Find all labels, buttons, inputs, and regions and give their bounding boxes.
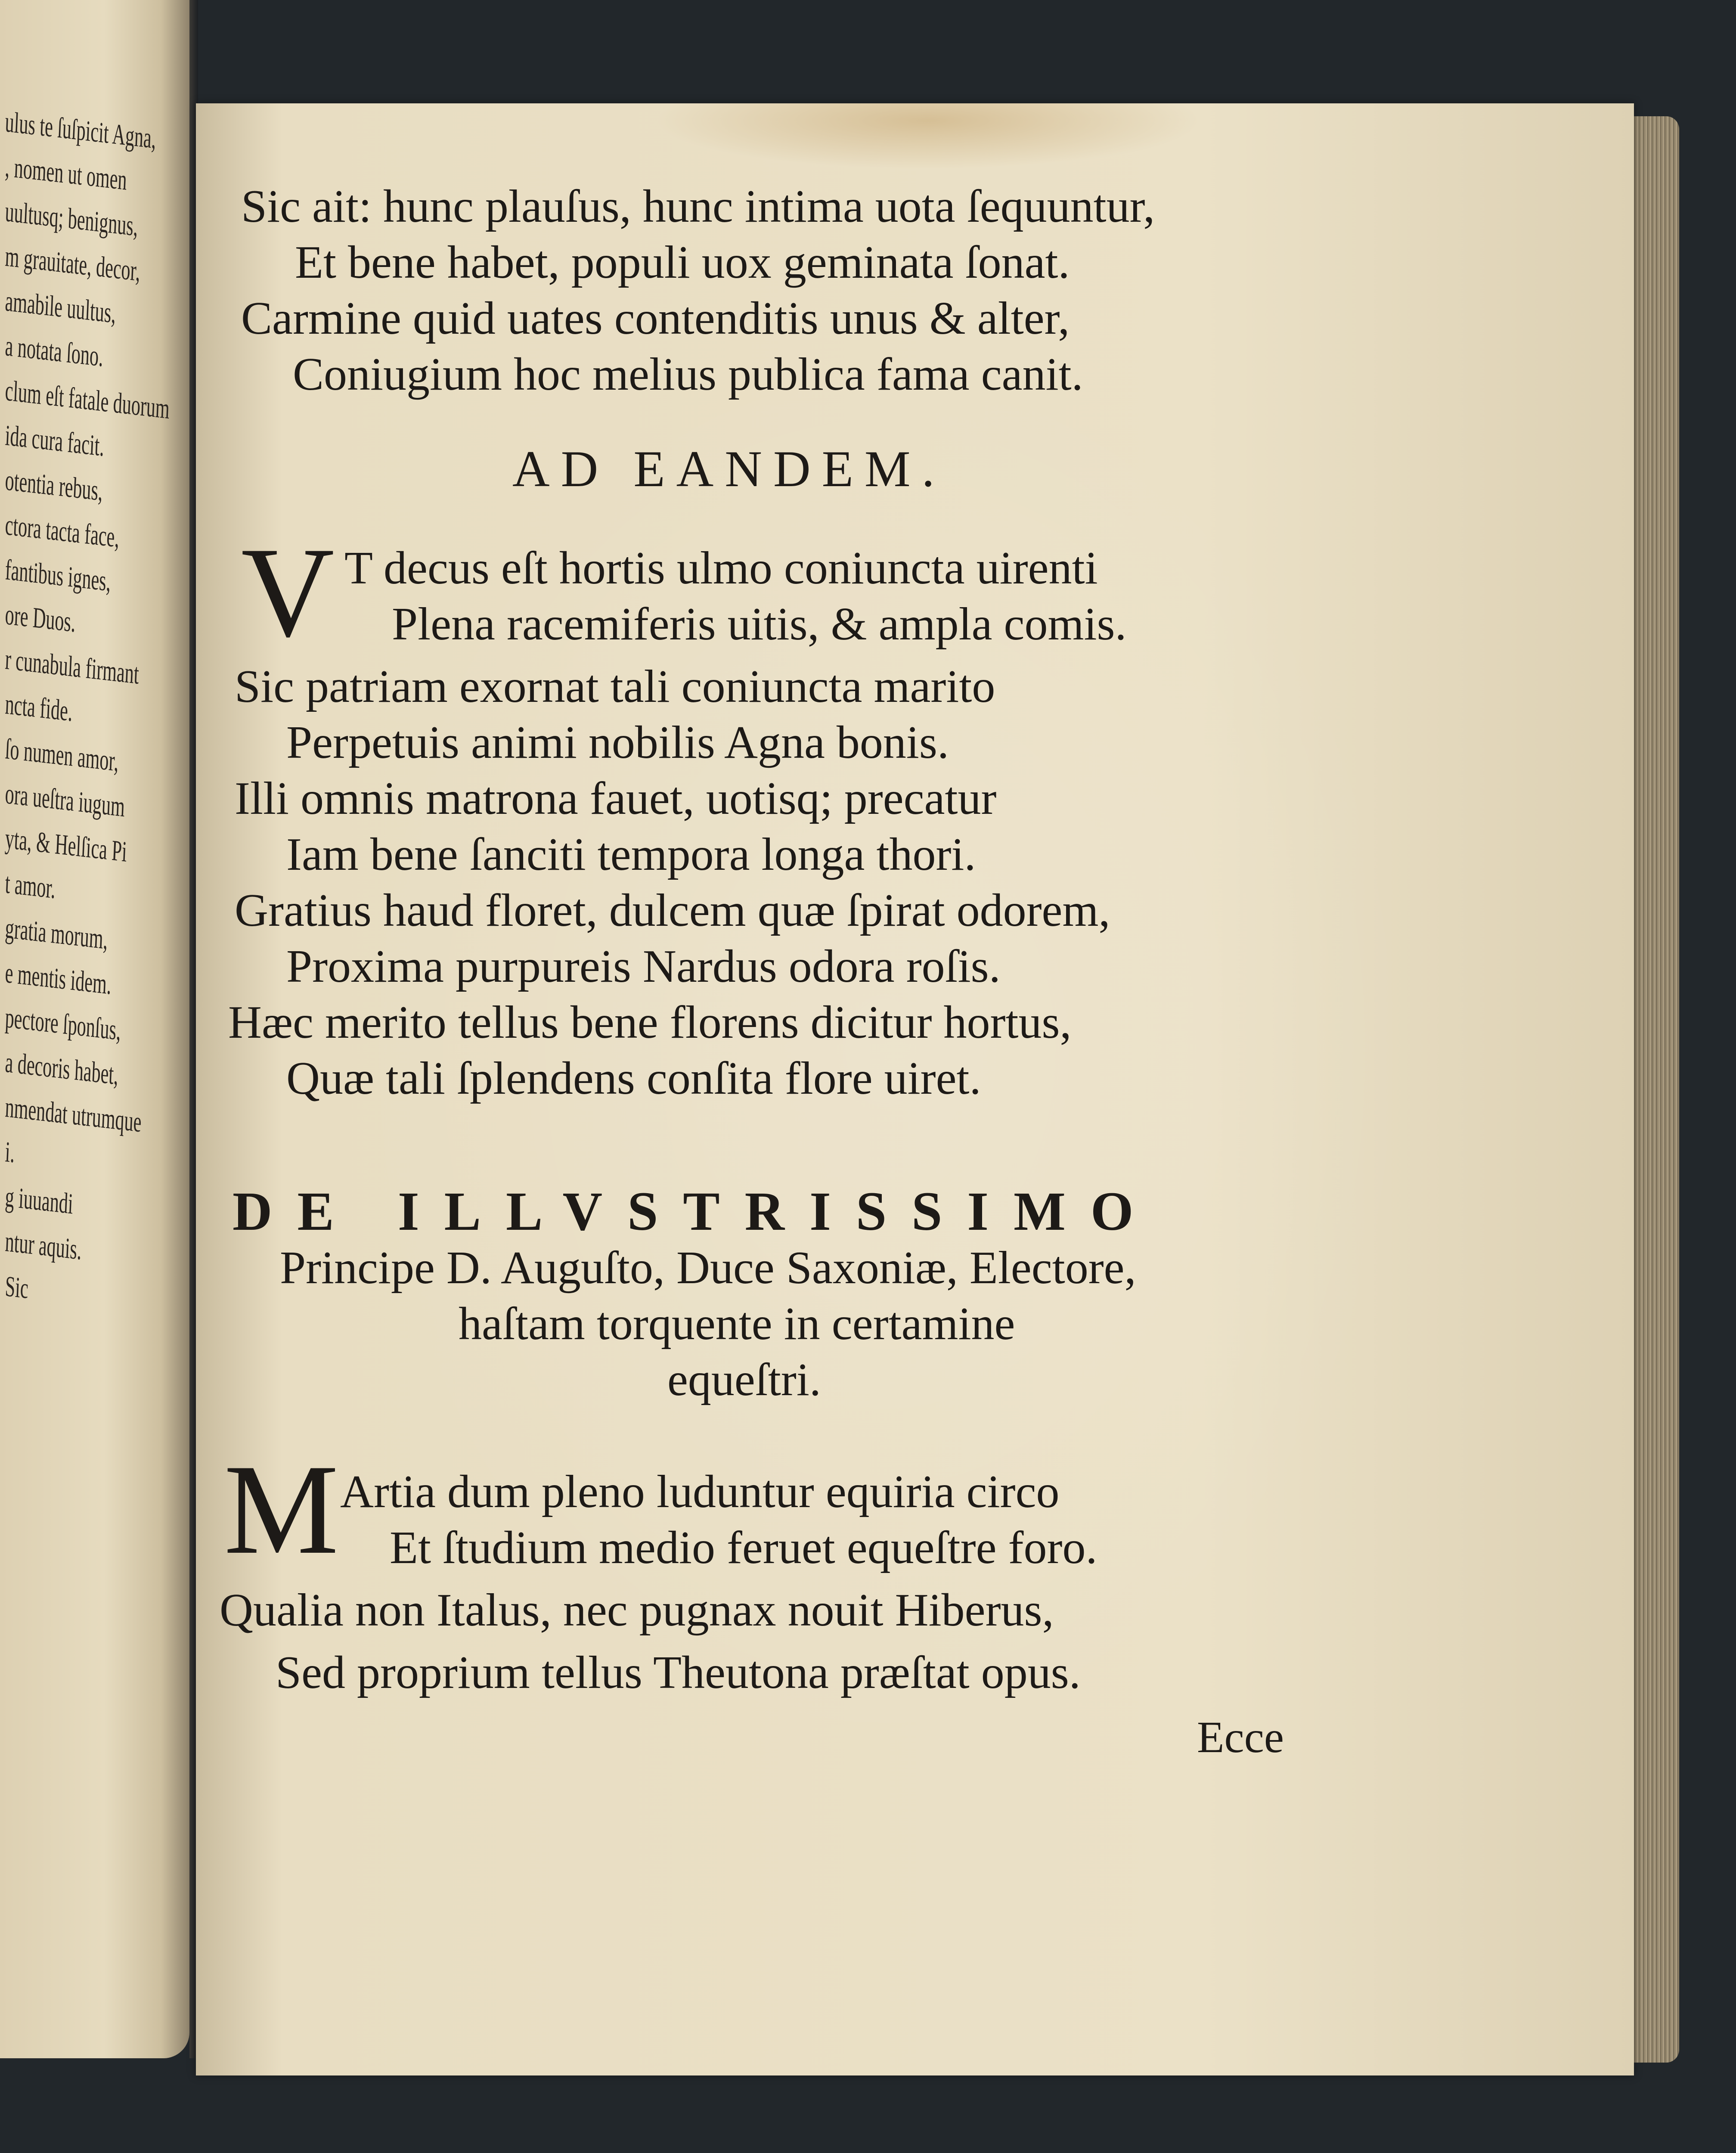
page-edges bbox=[1628, 116, 1679, 2063]
poem3-line-2: Et ſtudium medio feruet equeſtre foro. bbox=[390, 1522, 1097, 1573]
stanza1-line-4: Coniugium hoc melius publica fama canit. bbox=[293, 349, 1083, 400]
left-page-line: clum eſt fatale duorum bbox=[4, 374, 170, 425]
left-page-text bbox=[5, 99, 189, 1308]
dropcap-m: M bbox=[224, 1438, 339, 1581]
left-page-line: ſo numen amor, bbox=[4, 732, 120, 778]
poem2-line-9: Hæc merito tellus bene florens dicitur hortus, bbox=[228, 997, 1072, 1048]
heading-ad-eandem: AD EANDEM. bbox=[512, 440, 946, 497]
left-page-line: ora ueſtra iugum bbox=[4, 777, 126, 823]
poem2-line-2: Plena racemiferis uitis, & ampla comis. bbox=[392, 599, 1127, 650]
left-page-line: t amor. bbox=[4, 866, 56, 905]
poem3-line-3: Qualia non Italus, nec pugnax nouit Hiberus, bbox=[220, 1585, 1054, 1636]
poem2-line-3: Sic patriam exornat tali coniuncta marito bbox=[235, 661, 995, 712]
left-page-line: ida cura facit. bbox=[4, 419, 105, 462]
poem2-line-10: Quæ tali ſplendens conſita flore uiret. bbox=[286, 1053, 981, 1104]
left-page-line: i. bbox=[4, 1135, 16, 1169]
left-page-line: otentia rebus, bbox=[4, 463, 104, 507]
heading2-line-3: haſtam torquente in certamine bbox=[459, 1298, 1015, 1350]
left-page-line: a notata ſono. bbox=[4, 329, 104, 373]
dropcap-v: V bbox=[241, 521, 335, 664]
poem2-line-1: T decus eſt hortis ulmo coniuncta uirenti bbox=[344, 543, 1098, 594]
poem2-line-7: Gratius haud floret, dulcem quæ ſpirat odorem, bbox=[235, 885, 1110, 936]
left-page-line: r cunabula firmant bbox=[4, 642, 140, 690]
left-page-line: gratia morum, bbox=[4, 911, 108, 956]
left-page-line: fantibus ignes, bbox=[4, 553, 112, 598]
poem2-line-6: Iam bene ſanciti tempora longa thori. bbox=[286, 829, 976, 880]
stanza1-line-1: Sic ait: hunc plauſus, hunc intima uota ſequuntur, bbox=[241, 181, 1155, 232]
left-page-line: ctora tacta face, bbox=[4, 508, 120, 554]
left-page-line: amabile uultus, bbox=[4, 284, 117, 329]
poem2-line-5: Illi omnis matrona fauet, uotisq; precatur bbox=[235, 773, 997, 824]
left-page-line: g iuuandi bbox=[4, 1180, 74, 1220]
catchword: Ecce bbox=[1197, 1712, 1284, 1762]
left-page-line: a decoris habet, bbox=[4, 1045, 119, 1091]
heading2-line-2: Principe D. Auguſto, Duce Saxoniæ, Electore, bbox=[280, 1242, 1136, 1294]
left-page-line: ntur aquis. bbox=[4, 1225, 83, 1266]
poem2-line-8: Proxima purpureis Nardus odora roſis. bbox=[286, 941, 1001, 992]
left-page-line: ore Duos. bbox=[4, 598, 77, 639]
poem2-line-4: Perpetuis animi nobilis Agna bonis. bbox=[286, 717, 949, 768]
heading2-line-4: equeſtri. bbox=[667, 1354, 821, 1405]
heading-de-illustrissimo: DE ILLVSTRISSIMO bbox=[232, 1181, 1159, 1242]
left-page-line: e mentis idem. bbox=[4, 956, 112, 1001]
left-page-line: uultusq; benignus, bbox=[4, 195, 139, 242]
left-page-line: yta, & Helſica Pi bbox=[4, 822, 128, 868]
stanza1-line-3: Carmine quid uates contenditis unus & alter, bbox=[241, 293, 1070, 344]
poem3-line-1: Artia dum pleno luduntur equiria circo bbox=[340, 1466, 1060, 1517]
left-page-line: , nomen ut omen bbox=[4, 150, 128, 196]
left-page-line: nmendat utrumque bbox=[4, 1090, 143, 1139]
left-page-line: ulus te ſuſpicit Agna, bbox=[4, 105, 157, 155]
left-page-line: m grauitate, decor, bbox=[4, 239, 141, 288]
left-facing-page bbox=[0, 0, 189, 2058]
poem3-line-4: Sed proprium tellus Theutona præſtat opus. bbox=[276, 1647, 1081, 1698]
left-page-line: Sic bbox=[4, 1269, 29, 1305]
stanza1-line-2: Et bene habet, populi uox geminata ſonat. bbox=[295, 237, 1070, 288]
left-page-line: pectore ſponſus, bbox=[4, 1001, 122, 1047]
left-page-line: ncta fide. bbox=[4, 687, 74, 728]
